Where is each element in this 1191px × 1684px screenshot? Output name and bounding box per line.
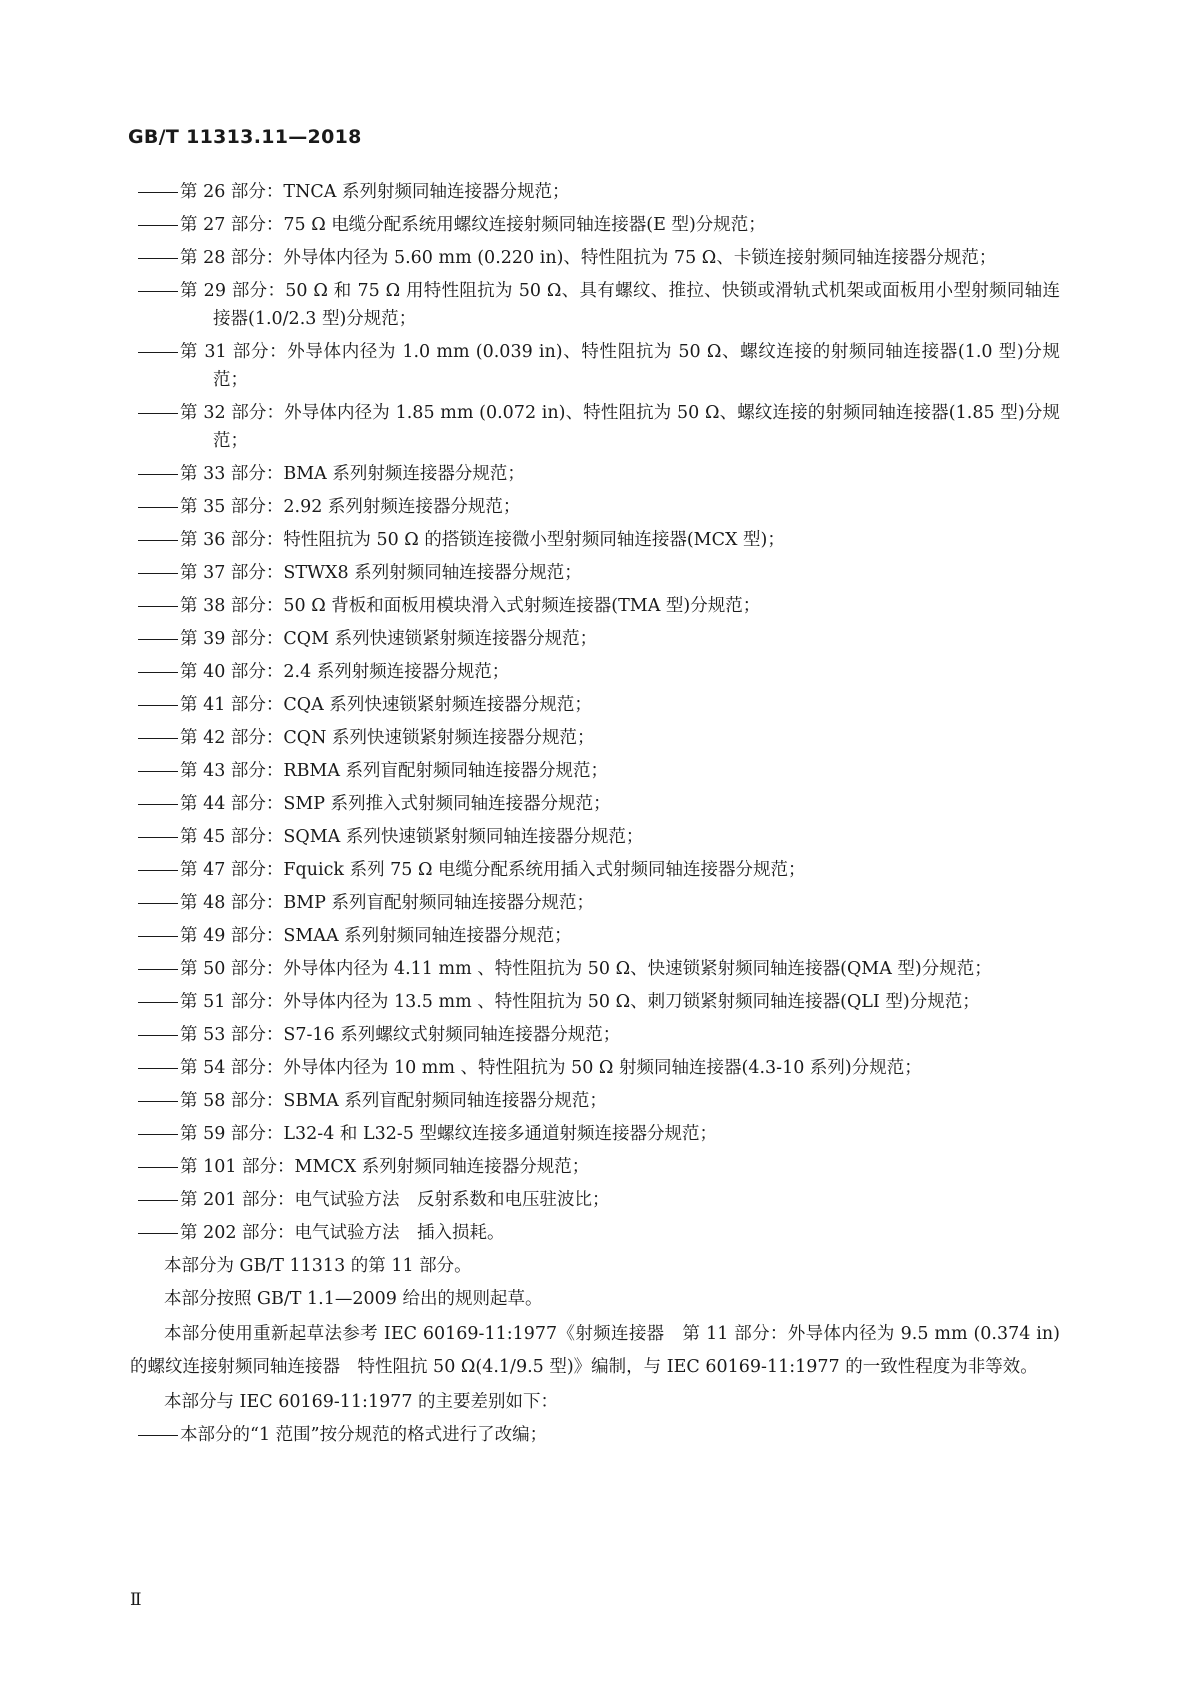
list-item: 第 54 部分：外导体内径为 10 mm 、特性阻抗为 50 Ω 射频同轴连接器(4.3-10 系列)分规范；	[130, 1054, 1060, 1082]
differences-list	[130, 1421, 1060, 1449]
list-item: 第 26 部分：TNCA 系列射频同轴连接器分规范；	[130, 178, 1060, 206]
list-item: 第 58 部分：SBMA 系列盲配射频同轴连接器分规范；	[130, 1087, 1060, 1115]
list-item: 第 32 部分：外导体内径为 1.85 mm (0.072 in)、特性阻抗为 50 Ω、螺纹连接的射频同轴连接器(1.85 型)分规范；	[130, 399, 1060, 455]
standard-number-header: GB/T 11313.11—2018	[128, 126, 362, 148]
paragraph-reference: 本部分使用重新起草法参考 IEC 60169-11:1977《射频连接器 第 11 部分：外导体内径为 9.5 mm (0.374 in)的螺纹连接射频同轴连接器 特性阻抗 50 Ω(4.1/9.5 型)》编制，与 IEC 60169-11:1977 的一致性程度为非等效。	[130, 1324, 1060, 1377]
page-number: Ⅱ	[130, 1590, 142, 1610]
list-item: 第 38 部分：50 Ω 背板和面板用模块滑入式射频连接器(TMA 型)分规范；	[130, 592, 1060, 620]
list-item: 第 31 部分：外导体内径为 1.0 mm (0.039 in)、特性阻抗为 50 Ω、螺纹连接的射频同轴连接器(1.0 型)分规范；	[130, 338, 1060, 394]
list-item: 第 41 部分：CQA 系列快速锁紧射频连接器分规范；	[130, 691, 1060, 719]
list-item: 第 37 部分：STWX8 系列射频同轴连接器分规范；	[130, 559, 1060, 587]
list-item: 第 35 部分：2.92 系列射频连接器分规范；	[130, 493, 1060, 521]
list-item: 第 101 部分：MMCX 系列射频同轴连接器分规范；	[130, 1153, 1060, 1181]
list-item: 第 48 部分：BMP 系列盲配射频同轴连接器分规范；	[130, 889, 1060, 917]
list-item: 第 29 部分：50 Ω 和 75 Ω 用特性阻抗为 50 Ω、具有螺纹、推拉、快锁或滑轨式机架或面板用小型射频同轴连接器(1.0/2.3 型)分规范；	[130, 277, 1060, 333]
paragraph-differences-intro: 本部分与 IEC 60169-11:1977 的主要差别如下：	[164, 1392, 559, 1412]
list-item: 第 43 部分：RBMA 系列盲配射频同轴连接器分规范；	[130, 757, 1060, 785]
list-item: 第 59 部分：L32-4 和 L32-5 型螺纹连接多通道射频连接器分规范；	[130, 1120, 1060, 1148]
list-item: 本部分的“1 范围”按分规范的格式进行了改编；	[130, 1421, 1060, 1449]
list-item: 第 202 部分：电气试验方法 插入损耗。	[130, 1219, 1060, 1247]
list-item: 第 49 部分：SMAA 系列射频同轴连接器分规范；	[130, 922, 1060, 950]
list-item: 第 201 部分：电气试验方法 反射系数和电压驻波比；	[130, 1186, 1060, 1214]
list-item: 第 36 部分：特性阻抗为 50 Ω 的搭锁连接微小型射频同轴连接器(MCX 型)；	[130, 526, 1060, 554]
document-body	[130, 178, 1060, 1454]
list-item: 第 39 部分：CQM 系列快速锁紧射频连接器分规范；	[130, 625, 1060, 653]
list-item: 第 28 部分：外导体内径为 5.60 mm (0.220 in)、特性阻抗为 75 Ω、卡锁连接射频同轴连接器分规范；	[130, 244, 1060, 272]
paragraph-part-of: 本部分为 GB/T 11313 的第 11 部分。	[164, 1256, 472, 1276]
list-item: 第 45 部分：SQMA 系列快速锁紧射频同轴连接器分规范；	[130, 823, 1060, 851]
list-item: 第 50 部分：外导体内径为 4.11 mm 、特性阻抗为 50 Ω、快速锁紧射频同轴连接器(QMA 型)分规范；	[130, 955, 1060, 983]
list-item: 第 40 部分：2.4 系列射频连接器分规范；	[130, 658, 1060, 686]
list-item: 第 27 部分：75 Ω 电缆分配系统用螺纹连接射频同轴连接器(E 型)分规范；	[130, 211, 1060, 239]
list-item: 第 47 部分：Fquick 系列 75 Ω 电缆分配系统用插入式射频同轴连接器分规范；	[130, 856, 1060, 884]
list-item: 第 33 部分：BMA 系列射频连接器分规范；	[130, 460, 1060, 488]
list-item: 第 53 部分：S7-16 系列螺纹式射频同轴连接器分规范；	[130, 1021, 1060, 1049]
parts-list	[130, 178, 1060, 1247]
list-item: 第 51 部分：外导体内径为 13.5 mm 、特性阻抗为 50 Ω、刺刀锁紧射频同轴连接器(QLI 型)分规范；	[130, 988, 1060, 1016]
paragraph-drafting-rule: 本部分按照 GB/T 1.1—2009 给出的规则起草。	[164, 1289, 543, 1309]
list-item: 第 42 部分：CQN 系列快速锁紧射频连接器分规范；	[130, 724, 1060, 752]
list-item: 第 44 部分：SMP 系列推入式射频同轴连接器分规范；	[130, 790, 1060, 818]
